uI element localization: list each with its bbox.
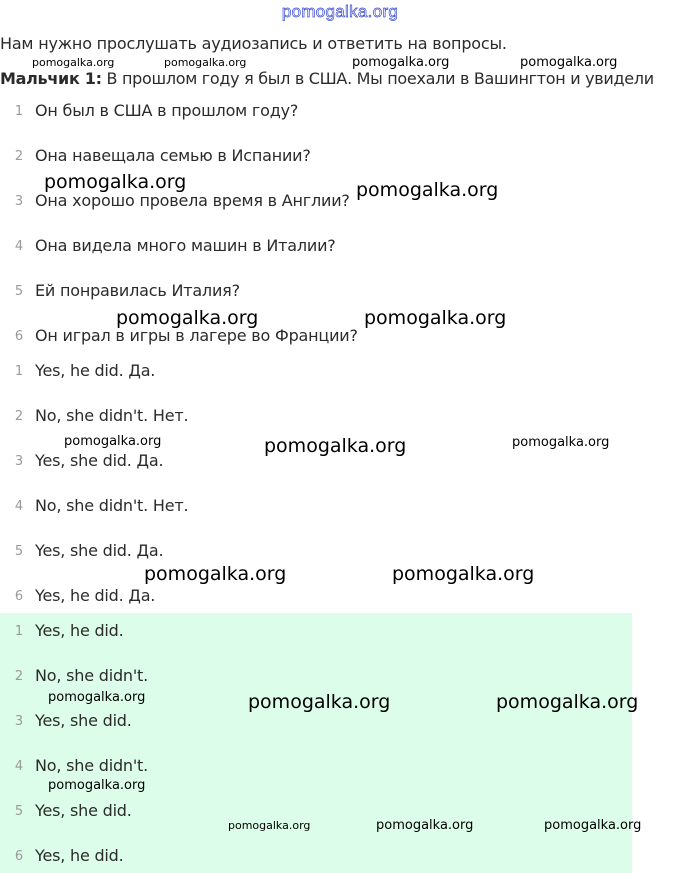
answer-number: 2 [14,669,24,684]
translated-answer-text: Yes, he did. Да. [35,586,156,605]
answer-text: No, she didn't. [35,756,148,775]
watermark: pomogalka.org [116,307,259,329]
answer-number: 3 [14,454,24,469]
story-text [0,69,680,88]
translated-answer-text: No, she didn't. Нет. [35,496,189,515]
watermark: pomogalka.org [364,307,507,329]
answer-number: 5 [14,804,24,819]
question-text: Она видела много машин в Италии? [35,236,336,255]
question-number: 2 [14,149,24,164]
intro-text: Нам нужно прослушать аудиозапись и ответить на вопросы. [0,34,507,53]
answer-text: No, she didn't. [35,666,148,685]
answer-number: 5 [14,544,24,559]
question-text: Ей понравилась Италия? [35,281,240,300]
answer-number: 3 [14,714,24,729]
watermark: pomogalka.org [44,171,187,193]
translated-answer-text: No, she didn't. Нет. [35,406,189,425]
watermark: pomogalka.org [64,434,162,449]
answer-number: 1 [14,624,24,639]
question-number: 4 [14,239,24,254]
watermark: pomogalka.org [48,778,146,793]
story-line: В прошлом году я был в США. Мы поехали в Вашингтон и увидели [106,69,654,88]
watermark: pomogalka.org [520,55,618,70]
watermark: pomogalka.org [228,819,311,832]
question-number: 3 [14,194,24,209]
answer-number: 6 [14,849,24,864]
answer-number: 2 [14,409,24,424]
watermark: pomogalka.org [544,818,642,833]
answer-text: Yes, he did. [35,621,124,640]
answer-number: 4 [14,499,24,514]
question-text: Она навещала семью в Испании? [35,146,311,165]
translated-answer-text: Yes, she did. Да. [35,541,164,560]
watermark: pomogalka.org [164,56,247,69]
answer-text: Yes, she did. [35,801,132,820]
watermark: pomogalka.org [392,563,535,585]
watermark: pomogalka.org [248,691,391,713]
watermark: pomogalka.org [512,435,610,450]
question-number: 5 [14,284,24,299]
speaker-label: Мальчик 1: [0,69,102,88]
watermark: pomogalka.org [496,691,639,713]
question-number: 1 [14,104,24,119]
translated-answer-text: Yes, he did. Да. [35,361,156,380]
question-text: Он играл в игры в лагере во Франции? [35,326,358,345]
question-text: Она хорошо провела время в Англии? [35,191,350,210]
answer-number: 1 [14,364,24,379]
answer-text: Yes, she did. [35,711,132,730]
watermark: pomogalka.org [144,563,287,585]
question-number: 6 [14,329,24,344]
answer-panel [0,613,632,873]
watermark: pomogalka.org [264,435,407,457]
answer-number: 6 [14,589,24,604]
watermark: pomogalka.org [376,818,474,833]
translated-answer-text: Yes, she did. Да. [35,451,164,470]
watermark: pomogalka.org [356,179,499,201]
watermark: pomogalka.org [352,55,450,70]
watermark: pomogalka.org [48,690,146,705]
watermark: pomogalka.org [32,56,115,69]
question-text: Он был в США в прошлом году? [35,101,299,120]
site-header-link[interactable]: pomogalka.org [281,2,399,21]
answer-text: Yes, he did. [35,846,124,865]
answer-number: 4 [14,759,24,774]
